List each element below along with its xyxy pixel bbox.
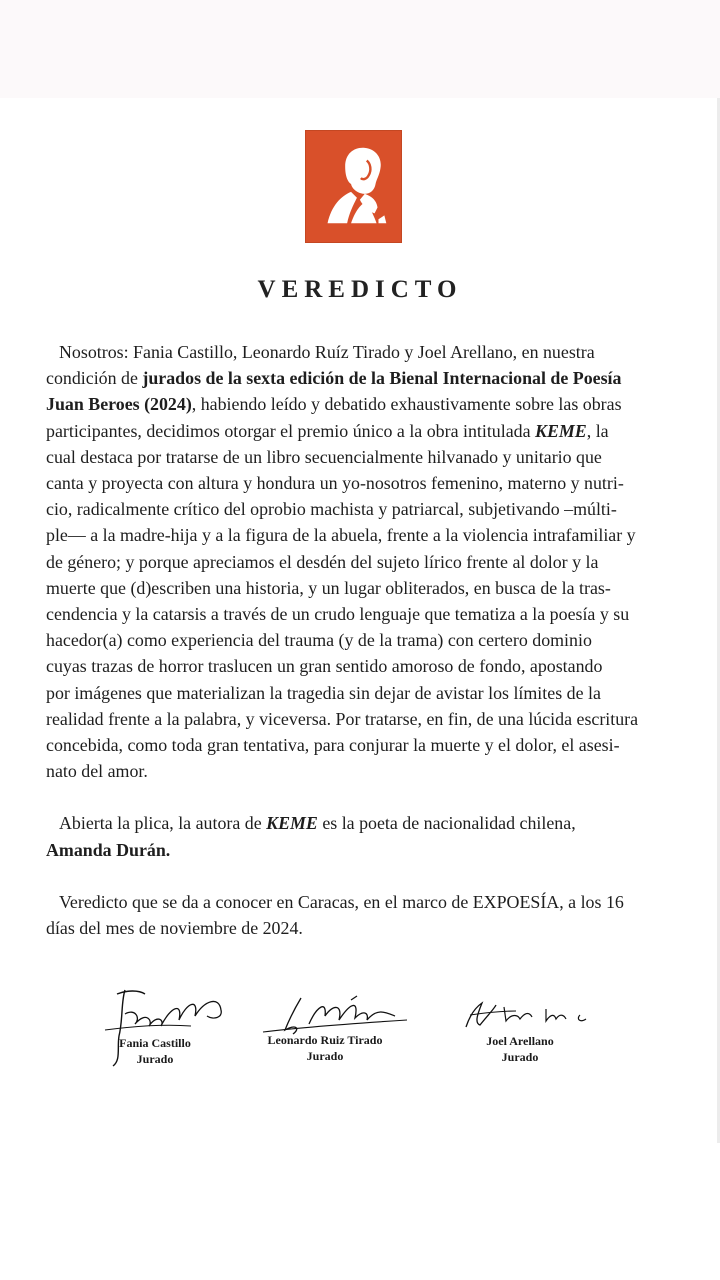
text-line xyxy=(46,391,692,417)
text-line xyxy=(46,418,692,444)
text-line: realidad frente a la palabra, y viceversa. Por tratarse, en fin, de una lúcida escritura xyxy=(46,708,639,729)
text-line: por imágenes que materializan la tragedia sin dejar de avistar los límites de la xyxy=(46,682,601,703)
poet-portrait-logo-icon xyxy=(305,130,402,243)
bold-fragment: jurados de la sexta edición de la Bienal Internacional de Poesía xyxy=(142,368,622,389)
text-line: nato del amor. xyxy=(46,761,148,782)
author-name: Amanda Durán. xyxy=(46,839,171,860)
text-line: días del mes de noviembre de 2024. xyxy=(46,918,303,939)
signer-name: Leonardo Ruiz Tirado xyxy=(267,1033,383,1047)
signature-block xyxy=(255,990,395,1070)
signature-block xyxy=(460,995,580,1070)
text-line: muerte que (d)escriben una historia, y un lugar obliterados, en busca de la tras- xyxy=(46,577,611,598)
book-title: KEME xyxy=(535,420,587,441)
signer-role: Jurado xyxy=(306,1049,344,1063)
page-title: VEREDICTO xyxy=(257,276,463,303)
text-fragment: , la xyxy=(586,420,609,441)
text-line xyxy=(46,837,692,863)
signature-block xyxy=(95,980,215,1070)
signer-role: Jurado xyxy=(136,1052,174,1066)
book-title: KEME xyxy=(266,813,318,834)
signer-name: Fania Castillo xyxy=(119,1036,191,1050)
text-line: de género; y porque apreciamos el desdén del sujeto lírico frente al dolor y la xyxy=(46,551,599,572)
text-line: cual destaca por tratarse de un libro secuencialmente hilvanado y unitario que xyxy=(46,446,602,467)
text-line xyxy=(46,339,692,365)
text-fragment: , habiendo leído y debatido exhaustivamente sobre las obras xyxy=(191,394,622,415)
text-line xyxy=(46,365,692,391)
text-fragment: Nosotros: Fania Castillo, Leonardo Ruíz Tirado y Joel Arellano, en nuestra xyxy=(59,342,595,362)
text-line xyxy=(46,810,692,836)
verdict-text xyxy=(46,339,692,941)
handwritten-signature xyxy=(460,995,600,1035)
text-line: Veredicto que se da a conocer en Caracas, en el marco de EXPOESÍA, a los 16 xyxy=(59,891,624,912)
text-line: cuyas trazas de horror traslucen un gran sentido amoroso de fondo, apostando xyxy=(46,656,603,677)
text-fragment: participantes, decidimos otorgar el premio único a la obra intitulada xyxy=(46,420,536,441)
bold-fragment: Juan Beroes (2024) xyxy=(46,394,192,415)
text-line: hacedor(a) como experiencia del trauma (y de la trama) con certero dominio xyxy=(46,630,592,651)
signer-name: Joel Arellano xyxy=(486,1034,554,1048)
top-band xyxy=(0,0,720,98)
text-line: cendencia y la catarsis a través de un crudo lenguaje que tematiza a la poesía y su xyxy=(46,604,630,625)
text-fragment: Abierta la plica, la autora de xyxy=(59,813,267,834)
text-line: ple— a la madre-hija y a la figura de la abuela, frente a la violencia intrafamiliar y xyxy=(46,525,636,546)
text-line: cio, radicalmente crítico del oprobio machista y patriarcal, subjetivando –múlti- xyxy=(46,499,617,520)
text-fragment: condición de xyxy=(46,368,143,389)
signer-role: Jurado xyxy=(501,1050,539,1064)
text-line: concebida, como toda gran tentativa, para conjurar la muerte y el dolor, el asesi- xyxy=(46,735,620,756)
text-fragment: es la poeta de nacionalidad chilena, xyxy=(317,813,576,834)
text-line: canta y proyecta con altura y hondura un yo-nosotros femenino, materno y nutri- xyxy=(46,473,624,494)
